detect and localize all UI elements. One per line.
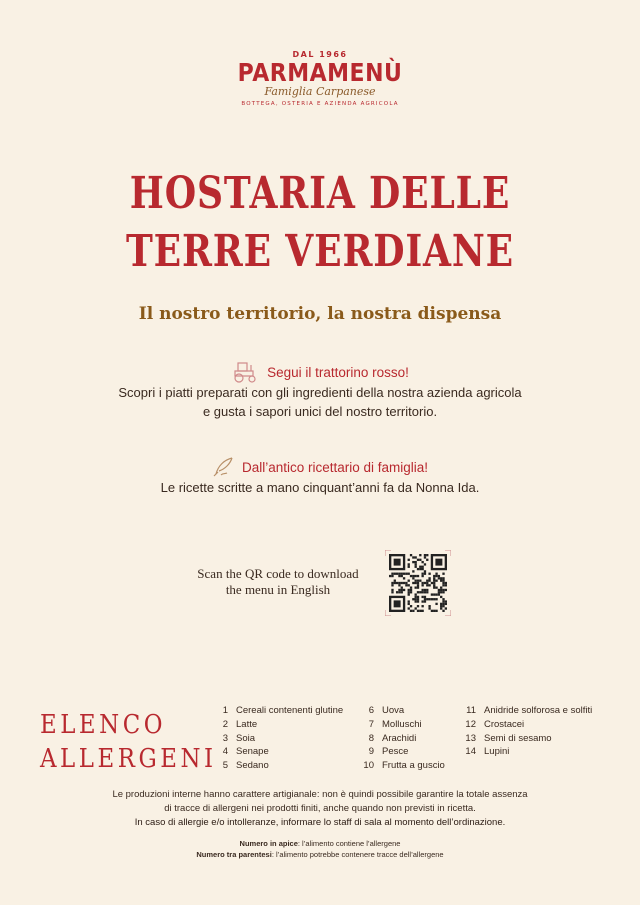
title-line-1: HOSTARIA DELLE [129, 168, 511, 219]
subtitle: Il nostro territorio, la nostra dispensa [138, 304, 502, 324]
allergen-item [358, 745, 445, 759]
allergen-label: Crostacei [484, 718, 525, 730]
allergen-label: Lupini [484, 746, 510, 758]
allergen-number: 2 [222, 718, 228, 730]
qr-caption-line: the menu in English [225, 582, 331, 597]
feature-heading: Segui il trattorino rosso! [267, 364, 409, 380]
brand-family: Famiglia Carpanese [264, 85, 376, 98]
allergen-item [358, 704, 445, 718]
allergen-label: Latte [236, 718, 258, 730]
qr-section [180, 550, 480, 620]
note-line: Le produzioni interne hanno carattere artigianale: non è quindi possibile garantire la totale assenza [112, 789, 528, 800]
legend-term: Numero tra parentesi [196, 850, 272, 859]
allergens-title [40, 708, 217, 776]
allergen-column [212, 704, 343, 773]
allergen-item [460, 704, 592, 718]
brand-since: DAL 1966 [292, 50, 348, 59]
title-line-2: TERRE VERDIANE [126, 226, 514, 277]
allergen-label: Soia [236, 732, 256, 744]
allergen-item [212, 718, 343, 732]
allergen-number: 11 [466, 705, 476, 716]
allergen-label: Anidride solforosa e solfiti [484, 705, 593, 716]
tractor-icon [231, 361, 259, 383]
allergen-number: 6 [368, 705, 374, 716]
allergens-title-line: ALLERGENI [40, 744, 217, 774]
qr-caption-line: Scan the QR code to download [197, 566, 359, 581]
allergen-label: Sedano [236, 760, 269, 772]
allergen-column [358, 704, 445, 773]
page-title [58, 165, 583, 281]
allergen-item [358, 718, 445, 732]
allergen-item [212, 732, 343, 746]
allergen-number: 7 [368, 718, 374, 730]
allergen-label: Senape [236, 746, 269, 758]
allergen-item [460, 718, 592, 732]
allergen-number: 5 [222, 760, 228, 772]
feature-text-line: Scopri i piatti preparati con gli ingredienti della nostra azienda agricola [118, 385, 522, 400]
allergen-number: 4 [222, 746, 228, 758]
allergen-item [460, 745, 592, 759]
allergen-item [212, 745, 343, 759]
allergen-number: 13 [465, 732, 476, 744]
allergen-label: Frutta a guscio [382, 760, 445, 772]
allergen-number: 10 [363, 760, 374, 772]
feature-text-line: Le ricette scritte a mano cinquant’anni fa da Nonna Ida. [160, 480, 480, 495]
allergen-label: Pesce [382, 746, 409, 758]
feature-text-line: e gusta i sapori unici del nostro territorio. [202, 404, 438, 419]
allergen-number: 14 [465, 746, 476, 758]
feature-recipe [0, 456, 640, 497]
brand-logo [0, 50, 640, 107]
allergen-number: 3 [222, 732, 228, 744]
allergen-label: Semi di sesamo [484, 732, 552, 744]
note-line: di tracce di allergeni nei prodotti finiti, anche quando non previsti in ricetta. [164, 803, 476, 814]
quill-pen-icon [212, 456, 234, 478]
allergen-item [460, 732, 592, 746]
allergen-item [212, 704, 343, 718]
allergen-label: Arachidi [382, 732, 417, 744]
allergen-label: Cereali contenenti glutine [236, 705, 344, 716]
feature-tractor [0, 361, 640, 421]
allergen-note [0, 788, 640, 830]
legend-desc: : l’alimento contiene l’allergene [297, 839, 401, 848]
allergen-item [358, 759, 445, 773]
allergen-number: 8 [368, 732, 374, 744]
allergen-number: 1 [222, 705, 228, 716]
brand-tagline: BOTTEGA, OSTERIA E AZIENDA AGRICOLA [241, 101, 399, 107]
allergen-column [460, 704, 592, 759]
note-line: In caso di allergie e/o intolleranze, informare lo staff di sala al momento dell’ordinazione. [134, 817, 506, 828]
allergen-label: Uova [382, 705, 405, 716]
qr-caption [180, 566, 376, 598]
qr-code[interactable] [385, 550, 451, 616]
feature-heading: Dall’antico ricettario di famiglia! [241, 459, 429, 475]
brand-name: PARMAMENÙ [237, 59, 403, 88]
allergen-legend [0, 838, 640, 860]
allergen-label: Molluschi [382, 718, 422, 730]
allergens-title-line: ELENCO [40, 710, 167, 740]
allergen-number: 9 [368, 746, 374, 758]
legend-desc: : l’alimento potrebbe contenere tracce dell’allergene [271, 850, 444, 859]
allergen-item [358, 732, 445, 746]
allergen-item [212, 759, 343, 773]
allergen-number: 12 [465, 718, 476, 730]
legend-term: Numero in apice [239, 839, 298, 848]
